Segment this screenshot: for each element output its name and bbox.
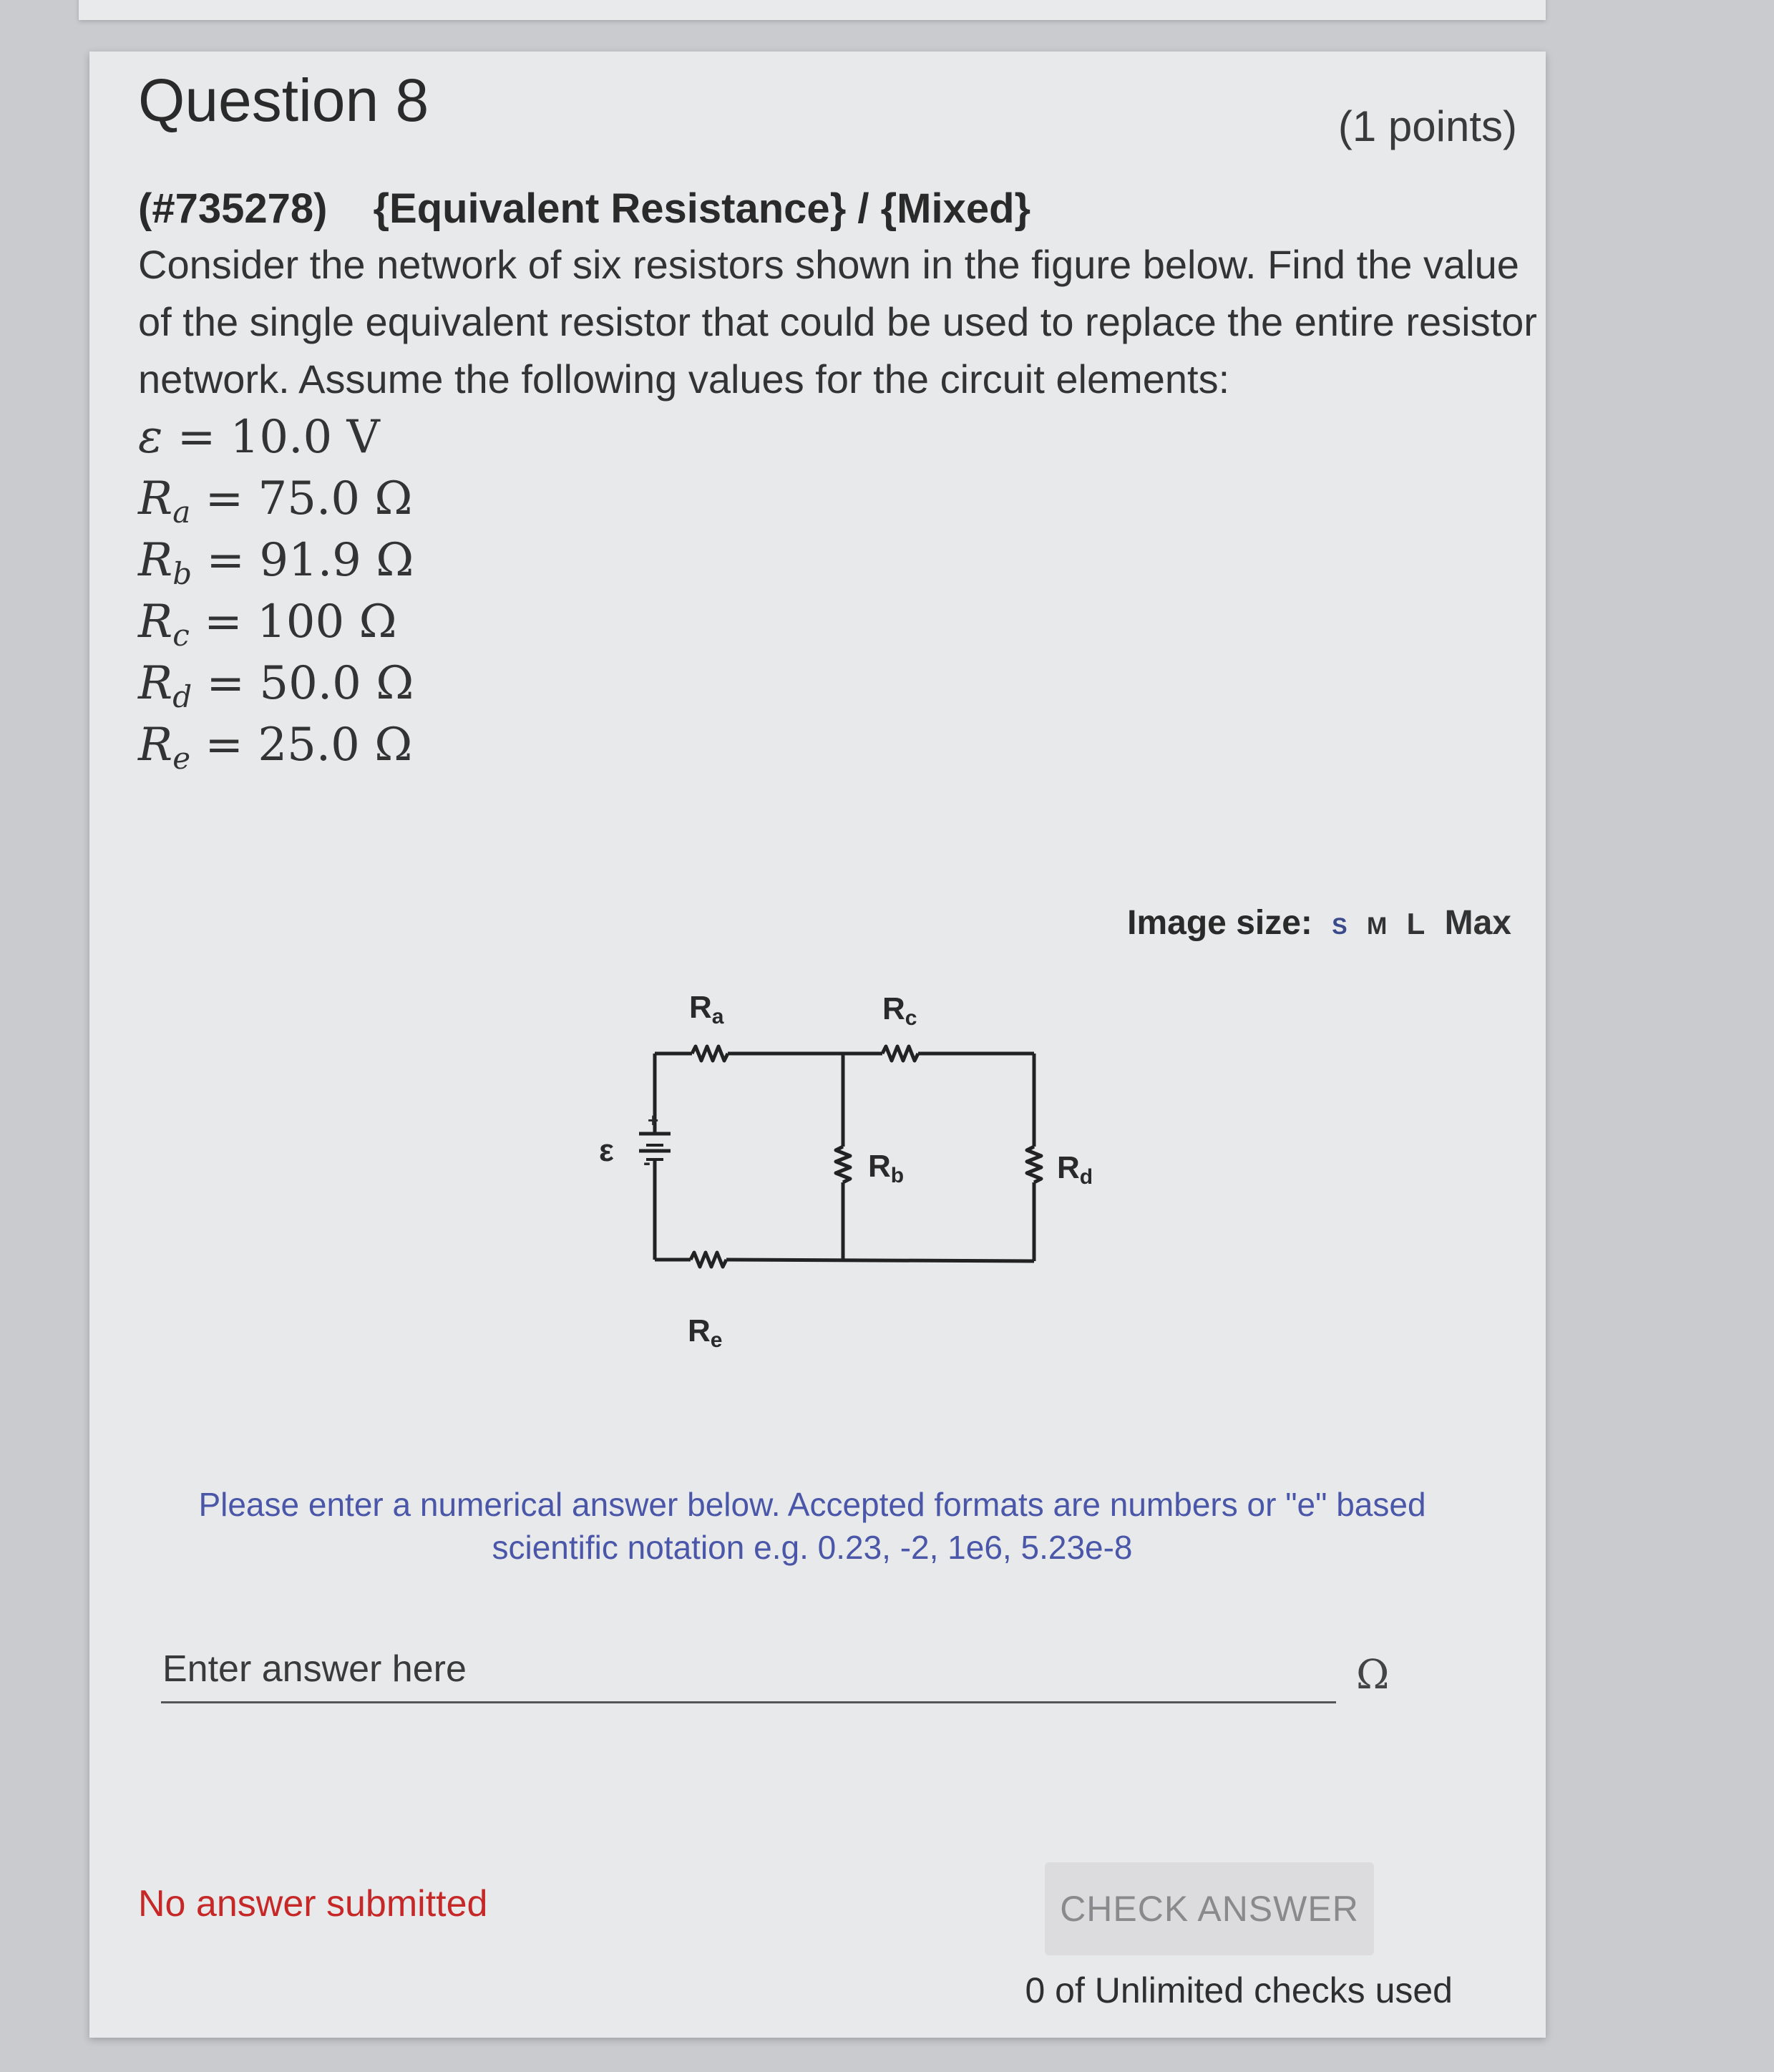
value-rb: $R_b = 91.9$ Ω [138,534,414,591]
label-rb: Rb [868,1149,905,1187]
label-ra: Ra [689,990,724,1028]
label-rc: Rc [882,991,917,1030]
resistor-re [691,1253,726,1267]
answer-input[interactable] [161,1637,1336,1703]
label-re: Re [688,1313,723,1352]
question-id: (#735278) [138,185,328,232]
value-ra: $R_a = 75.0$ Ω [138,472,413,530]
answer-unit: Ω [1356,1652,1390,1698]
resistor-ra [692,1046,728,1061]
question-card [89,52,1546,2038]
image-size-m[interactable]: M [1366,913,1388,940]
image-size-max[interactable]: Max [1444,904,1511,942]
value-re: $R_e = 25.0$ Ω [138,719,413,776]
resistor-rd [1027,1147,1041,1182]
question-text: Consider the network of six resistors shown in the figure below. Find the value of the single equivalent resistor that could be used to replace the entire resistor network. Assume the following values for the circuit elements: [138,242,1537,402]
wire-bottom-right [726,1260,1034,1261]
question-header [138,185,1030,233]
answer-format-hint: Please enter a numerical answer below. Accepted formats are numbers or "e" based scientific notation e.g. 0.23, -2, 1e6, 5.23e-8 [198,1486,1426,1566]
resistor-rb [836,1147,850,1182]
checks-used-counter: 0 of Unlimited checks used [1025,1970,1453,2010]
emf-label: ε [599,1133,614,1168]
image-size-label: Image size: [1127,904,1312,942]
circuit-values-list [138,407,414,776]
question-points: (1 points) [1337,102,1517,150]
image-size-l[interactable]: L [1406,907,1425,940]
label-rd: Rd [1057,1150,1093,1189]
value-emf: ε = 10.0 V [138,411,380,464]
resistor-rc [882,1046,918,1061]
value-rd: $R_d = 50.0$ Ω [138,657,414,714]
battery-minus-sign: - [643,1151,650,1174]
question-title: Question 8 [138,67,429,134]
battery-plus-sign: + [648,1109,659,1131]
value-rc: $R_c = 100$ Ω [138,595,397,653]
image-size-s[interactable]: S [1332,913,1347,939]
circuit-diagram [562,918,1249,1404]
previous-question-card [79,0,1546,20]
answer-status: No answer submitted [138,1883,488,1925]
check-answer-button[interactable]: CHECK ANSWER [1045,1862,1374,1955]
question-topic: {Equivalent Resistance} / {Mixed} [373,185,1031,232]
